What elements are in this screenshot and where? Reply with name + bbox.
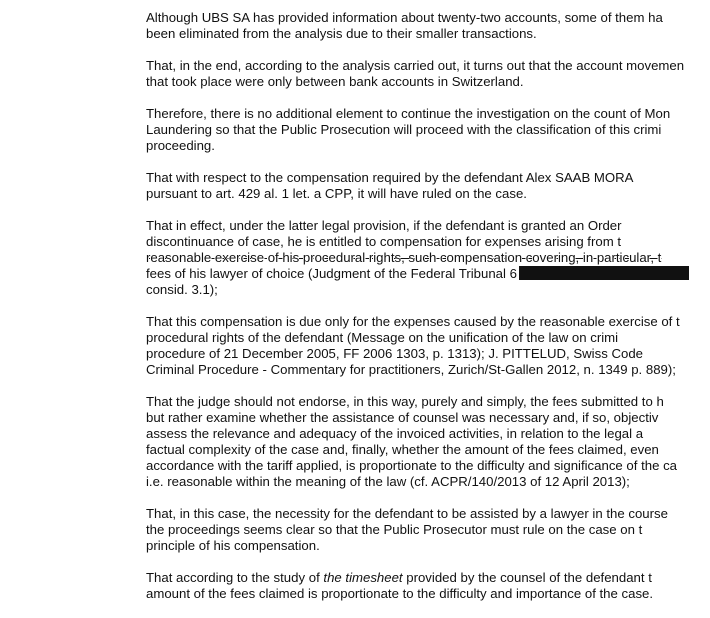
text-line: factual complexity of the case and, finally, whether the amount of the fees claimed, even [146,442,659,457]
text-line: procedural rights of the defendant (Message on the unification of the law on crimi [146,330,619,345]
text-line: consid. 3.1); [146,282,218,297]
redaction-bar [519,266,689,280]
text-line: the proceedings seems clear so that the Public Prosecutor must rule on the case on t [146,522,643,537]
paragraph-analysis-result [146,58,710,90]
text-line: principle of his compensation. [146,538,320,553]
text-line-with-redaction [146,266,710,282]
text-line: That the judge should not endorse, in this way, purely and simply, the fees submitted to h [146,394,664,409]
text-line: That this compensation is due only for the expenses caused by the reasonable exercise of t [146,314,680,329]
text-line: pursuant to art. 429 al. 1 let. a CPP, it will have ruled on the case. [146,186,527,201]
paragraph-necessity-of-lawyer [146,506,710,554]
text-fragment: fees of his lawyer of choice (Judgment of the Federal Tribunal 6 [146,266,517,281]
text-line: Therefore, there is no additional element to continue the investigation on the count of Mon [146,106,671,121]
text-line: Laundering so that the Public Prosecution will proceed with the classification of this crimi [146,122,662,137]
paragraph-judge-review [146,394,710,490]
text-line: but rather examine whether the assistance of counsel was necessary and, if so, objectiv [146,410,659,425]
text-line: procedure of 21 December 2005, FF 2006 1303, p. 1313); J. PITTELUD, Swiss Code [146,346,643,361]
paragraph-compensation-request [146,170,710,202]
paragraph-timesheet [146,570,710,602]
text-line: That with respect to the compensation required by the defendant Alex SAAB MORA [146,170,634,185]
text-line: That, in this case, the necessity for the defendant to be assisted by a lawyer in the course [146,506,668,521]
text-line: That in effect, under the latter legal provision, if the defendant is granted an Order [146,218,622,233]
text-line: i.e. reasonable within the meaning of the law (cf. ACPR/140/2013 of 12 April 2013); [146,474,630,489]
text-line: assess the relevance and adequacy of the invoiced activities, in relation to the legal a [146,426,644,441]
text-line-with-italic [146,570,710,586]
paragraph-reasonable-expenses [146,314,710,378]
text-fragment: That according to the study of [146,570,324,585]
paragraph-money-laundering [146,106,710,154]
document-page [146,10,710,618]
text-line: discontinuance of case, he is entitled to compensation for expenses arising from t [146,234,622,249]
text-line: accordance with the tariff applied, is proportionate to the difficulty and significance of the ca [146,458,677,473]
text-line: proceeding. [146,138,215,153]
italic-term: the timesheet [323,570,403,585]
text-line: reasonable exercise of his procedural rights, such compensation covering, in particular, t [146,250,662,265]
paragraph-ubs-accounts [146,10,710,42]
text-line: that took place were only between bank accounts in Switzerland. [146,74,524,89]
text-line: been eliminated from the analysis due to their smaller transactions. [146,26,537,41]
text-line: That, in the end, according to the analysis carried out, it turns out that the account movemen [146,58,685,73]
text-line: Although UBS SA has provided information about twenty-two accounts, some of them ha [146,10,663,25]
text-line: Criminal Procedure - Commentary for practitioners, Zurich/St-Gallen 2012, n. 1349 p. 889); [146,362,676,377]
text-fragment: provided by the counsel of the defendant t [402,570,652,585]
text-line: amount of the fees claimed is proportionate to the difficulty and importance of the case. [146,586,654,601]
paragraph-legal-provision [146,218,710,298]
